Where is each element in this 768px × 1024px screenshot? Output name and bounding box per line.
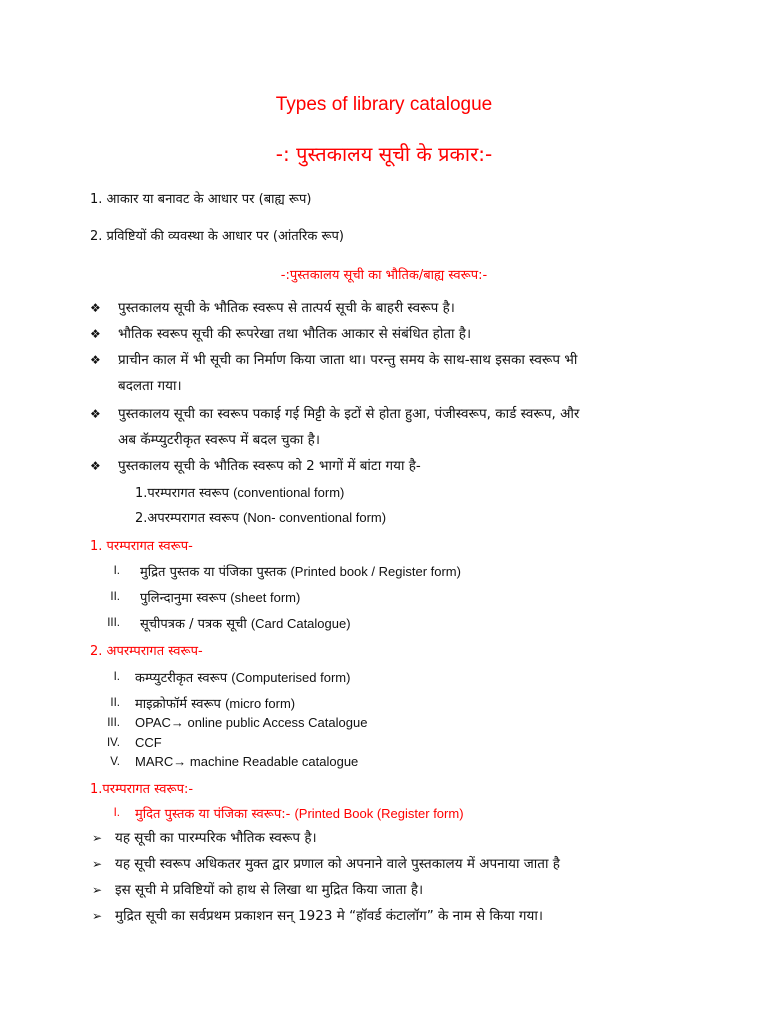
physical-point: पुस्तकालय सूची का स्वरूप पकाई गई मिट्टी के इटों से होता हुआ, पंजीस्वरूप, कार्ड स्वरूप, और (118, 406, 580, 422)
diamond-bullet-icon: ❖ (90, 353, 101, 367)
part-item: 2.अपरम्परागत स्वरूप (Non- conventional form) (135, 510, 387, 526)
roman-numeral: I. (113, 671, 120, 683)
diamond-bullet-icon: ❖ (90, 327, 101, 341)
printed-point: यह सूची का पारम्परिक भौतिक स्वरूप है। (115, 830, 317, 846)
printed-point: यह सूची स्वरूप अधिकतर मुक्त द्वार प्रणाल को अपनाने वाले पुस्तकालय में अपनाया जाता है (115, 856, 560, 872)
nonconventional-item: माइक्रोफॉर्म स्वरूप (micro form) (135, 696, 296, 712)
basis-item: 1. आकार या बनावट के आधार पर (बाह्य रूप) (90, 192, 312, 207)
printed-point: मुद्रित सूची का सर्वप्रथम प्रकाशन सन् 1923 मे “हॉवर्ड कंटालॉग” के नाम से किया गया। (115, 908, 543, 924)
conventional-item: मुद्रित पुस्तक या पंजिका पुस्तक (Printed book / Register form) (140, 564, 461, 580)
roman-numeral: II. (110, 697, 120, 709)
part-item: 1.परम्परागत स्वरूप (conventional form) (135, 485, 345, 501)
physical-point-continued: अब कॅम्प्युटरीकृत स्वरूप में बदल चुका है। (118, 432, 320, 448)
section-heading-conventional: 1. परम्परागत स्वरूप- (90, 539, 193, 554)
physical-point: पुस्तकालय सूची के भौतिक स्वरूप को 2 भागों में बांटा गया है- (118, 458, 421, 474)
conventional-item: पुलिन्दानुमा स्वरूप (sheet form) (140, 590, 301, 606)
roman-numeral: I. (113, 807, 120, 819)
roman-numeral: IV. (106, 737, 120, 749)
conventional-item: सूचीपत्रक / पत्रक सूची (Card Catalogue) (140, 616, 351, 632)
arrow-bullet-icon: ➢ (92, 831, 103, 845)
page-subtitle: -: पुस्तकालय सूची के प्रकार:- (275, 142, 493, 166)
roman-numeral: V. (110, 756, 120, 768)
page-title: Types of library catalogue (275, 94, 493, 115)
nonconventional-item: MARC→ machine Readable catalogue (135, 754, 359, 769)
diamond-bullet-icon: ❖ (90, 459, 101, 473)
physical-point-continued: बदलता गया। (118, 378, 182, 394)
nonconventional-item: CCF (135, 735, 162, 750)
physical-point: प्राचीन काल में भी सूची का निर्माण किया जाता था। परन्तु समय के साथ-साथ इसका स्वरूप भी (118, 352, 578, 368)
section-heading-nonconventional: 2. अपरम्परागत स्वरूप- (90, 644, 203, 659)
physical-point: पुस्तकालय सूची के भौतिक स्वरूप से तात्पर्य सूची के बाहरी स्वरूप है। (118, 300, 455, 316)
basis-item: 2. प्रविष्टियों की व्यवस्था के आधार पर (आंतरिक रूप) (90, 229, 344, 244)
roman-numeral: I. (113, 565, 120, 577)
section-heading-physical: -:पुस्तकालय सूची का भौतिक/बाह्य स्वरूप:- (280, 268, 488, 283)
physical-point: भौतिक स्वरूप सूची की रूपरेखा तथा भौतिक आकार से संबंधित होता है। (118, 326, 472, 342)
arrow-bullet-icon: ➢ (92, 883, 103, 897)
section-heading-conventional-detail: 1.परम्परागत स्वरूप:- (90, 782, 194, 797)
diamond-bullet-icon: ❖ (90, 301, 101, 315)
arrow-bullet-icon: ➢ (92, 857, 103, 871)
diamond-bullet-icon: ❖ (90, 407, 101, 421)
arrow-bullet-icon: ➢ (92, 909, 103, 923)
printed-point: इस सूची मे प्रविष्टियों को हाथ से लिखा था मुद्रित किया जाता है। (115, 882, 424, 898)
roman-numeral: II. (110, 591, 120, 603)
printed-item-heading: मुदित पुस्तक या पंजिका स्वरूप:- (Printed Book (Register form) (135, 806, 464, 822)
nonconventional-item: कम्प्युटरीकृत स्वरूप (Computerised form) (135, 670, 351, 686)
roman-numeral: III. (107, 717, 120, 729)
roman-numeral: III. (107, 617, 120, 629)
nonconventional-item: OPAC→ online public Access Catalogue (135, 715, 368, 730)
